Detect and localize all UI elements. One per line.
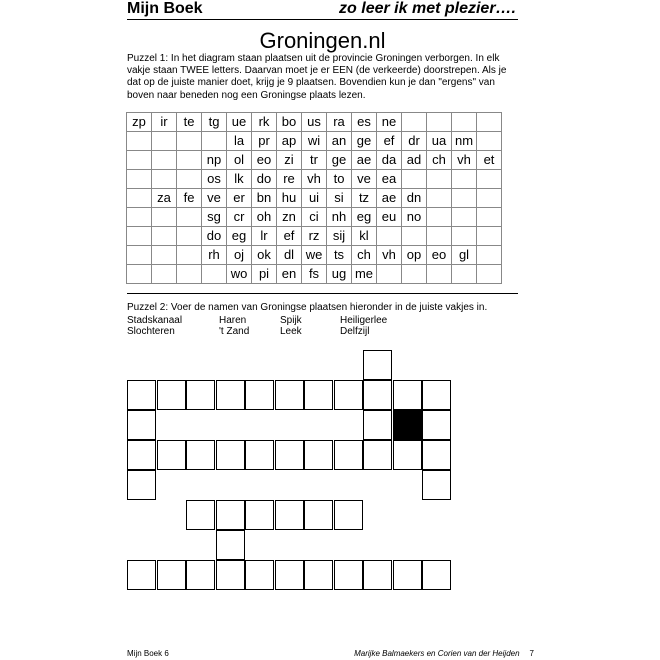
grid-cell: eo — [252, 151, 277, 170]
grid-cell — [477, 170, 502, 189]
grid-cell: dn — [402, 189, 427, 208]
crossword-cell[interactable] — [157, 560, 186, 590]
crossword-cell[interactable] — [157, 380, 186, 410]
grid-row — [127, 227, 502, 246]
grid-cell: bn — [252, 189, 277, 208]
grid-cell — [127, 151, 152, 170]
place-name: Leek — [280, 326, 302, 337]
crossword-cell[interactable] — [363, 410, 392, 440]
crossword-cell[interactable] — [186, 380, 215, 410]
crossword-cell[interactable] — [422, 470, 451, 500]
grid-cell: en — [277, 265, 302, 284]
grid-cell: kl — [352, 227, 377, 246]
grid-cell: zp — [127, 113, 152, 132]
grid-cell: ok — [252, 246, 277, 265]
place-name: Spijk — [280, 315, 302, 326]
grid-cell — [402, 265, 427, 284]
grid-cell: zn — [277, 208, 302, 227]
crossword-black-cell — [393, 410, 422, 440]
grid-cell: me — [352, 265, 377, 284]
grid-cell: da — [377, 151, 402, 170]
grid-cell: cr — [227, 208, 252, 227]
grid-cell: we — [302, 246, 327, 265]
grid-cell: os — [202, 170, 227, 189]
grid-cell: ae — [352, 151, 377, 170]
grid-cell — [177, 170, 202, 189]
grid-cell: tz — [352, 189, 377, 208]
grid-cell: ir — [152, 113, 177, 132]
crossword-cell[interactable] — [245, 500, 274, 530]
grid-cell — [452, 227, 477, 246]
grid-cell: rh — [202, 246, 227, 265]
grid-cell — [177, 246, 202, 265]
grid-cell: lk — [227, 170, 252, 189]
grid-cell — [177, 151, 202, 170]
grid-cell — [177, 265, 202, 284]
grid-cell — [202, 132, 227, 151]
grid-cell: vh — [452, 151, 477, 170]
grid-cell: oh — [252, 208, 277, 227]
grid-cell: ae — [377, 189, 402, 208]
crossword-cell[interactable] — [245, 440, 274, 470]
footer-book: Mijn Boek 6 — [127, 649, 169, 658]
crossword-cell[interactable] — [127, 440, 156, 470]
grid-cell: te — [177, 113, 202, 132]
grid-cell: dl — [277, 246, 302, 265]
crossword-cell[interactable] — [216, 560, 245, 590]
grid-cell: rk — [252, 113, 277, 132]
grid-cell — [477, 227, 502, 246]
grid-cell: re — [277, 170, 302, 189]
grid-cell: eo — [427, 246, 452, 265]
grid-cell — [127, 189, 152, 208]
crossword-cell[interactable] — [216, 500, 245, 530]
crossword-cell[interactable] — [393, 560, 422, 590]
grid-row — [127, 246, 502, 265]
grid-cell: ea — [377, 170, 402, 189]
crossword-cell[interactable] — [245, 560, 274, 590]
crossword-cell[interactable] — [363, 350, 392, 380]
grid-cell — [452, 170, 477, 189]
grid-cell — [452, 208, 477, 227]
grid-cell: ci — [302, 208, 327, 227]
grid-row — [127, 170, 502, 189]
crossword-cell[interactable] — [422, 440, 451, 470]
grid-cell: to — [327, 170, 352, 189]
crossword-cell[interactable] — [393, 380, 422, 410]
crossword-cell[interactable] — [334, 380, 363, 410]
grid-cell: vh — [302, 170, 327, 189]
grid-cell: si — [327, 189, 352, 208]
crossword-cell[interactable] — [127, 470, 156, 500]
grid-cell: hu — [277, 189, 302, 208]
grid-cell: es — [352, 113, 377, 132]
grid-cell — [427, 227, 452, 246]
grid-cell — [402, 113, 427, 132]
grid-cell: rz — [302, 227, 327, 246]
grid-cell: ch — [427, 151, 452, 170]
grid-cell: ch — [352, 246, 377, 265]
grid-cell — [427, 170, 452, 189]
grid-cell: zi — [277, 151, 302, 170]
grid-cell: ua — [427, 132, 452, 151]
crossword-cell[interactable] — [216, 440, 245, 470]
grid-cell: ge — [327, 151, 352, 170]
grid-cell: an — [327, 132, 352, 151]
grid-cell: eg — [227, 227, 252, 246]
crossword-cell[interactable] — [275, 500, 304, 530]
grid-cell: oj — [227, 246, 252, 265]
grid-cell: ef — [277, 227, 302, 246]
place-name: Stadskanaal — [127, 315, 183, 326]
grid-cell: us — [302, 113, 327, 132]
crossword-cell[interactable] — [275, 380, 304, 410]
crossword-cell[interactable] — [304, 440, 333, 470]
grid-cell — [127, 246, 152, 265]
crossword-cell[interactable] — [275, 560, 304, 590]
puzzle1-instructions: Puzzel 1: In het diagram staan plaatsen uit de provincie Groningen verborgen. In elk vakje staan TWEE letters. Daarvan moet je er EEN (de verkeerde) doorstrepen. Als je dat op de juiste manier doet, krijg je 9 plaatsen. Bovendien kun je dan "ergens" van boven naar beneden nog een Groningse plaats lezen. — [127, 53, 507, 101]
crossword-cell[interactable] — [304, 380, 333, 410]
book-title: Mijn Boek — [127, 0, 203, 17]
footer-authors-text: Marijke Balmaekers en Corien van der Heijden — [354, 649, 520, 658]
grid-cell: pi — [252, 265, 277, 284]
grid-cell — [452, 113, 477, 132]
crossword-cell[interactable] — [422, 380, 451, 410]
grid-cell — [152, 132, 177, 151]
grid-row — [127, 113, 502, 132]
grid-row — [127, 265, 502, 284]
book-slogan: zo leer ik met plezier…. — [339, 0, 516, 17]
crossword-cell[interactable] — [304, 500, 333, 530]
grid-cell: ve — [352, 170, 377, 189]
crossword-cell[interactable] — [275, 440, 304, 470]
crossword-cell[interactable] — [127, 380, 156, 410]
grid-cell: eu — [377, 208, 402, 227]
grid-cell — [152, 170, 177, 189]
crossword-cell[interactable] — [216, 530, 245, 560]
grid-cell: ef — [377, 132, 402, 151]
grid-cell: tg — [202, 113, 227, 132]
grid-cell — [427, 265, 452, 284]
crossword-cell[interactable] — [363, 440, 392, 470]
crossword-cell[interactable] — [304, 560, 333, 590]
section-divider — [127, 293, 518, 294]
grid-cell: nh — [327, 208, 352, 227]
grid-cell: op — [402, 246, 427, 265]
grid-cell: ol — [227, 151, 252, 170]
place-name: Heiligerlee — [340, 315, 388, 326]
grid-cell — [427, 113, 452, 132]
crossword-cell[interactable] — [186, 500, 215, 530]
grid-cell: ug — [327, 265, 352, 284]
grid-cell: ve — [202, 189, 227, 208]
grid-cell: ge — [352, 132, 377, 151]
grid-cell: ne — [377, 113, 402, 132]
grid-cell — [177, 208, 202, 227]
grid-cell — [152, 265, 177, 284]
crossword-cell[interactable] — [393, 440, 422, 470]
place-name: Delfzijl — [340, 326, 370, 337]
footer-authors — [354, 649, 534, 658]
crossword-cell[interactable] — [334, 560, 363, 590]
grid-cell — [402, 227, 427, 246]
crossword-cell[interactable] — [216, 380, 245, 410]
grid-cell — [177, 227, 202, 246]
grid-cell — [127, 170, 152, 189]
grid-cell — [202, 265, 227, 284]
grid-cell: do — [202, 227, 227, 246]
grid-cell: et — [477, 151, 502, 170]
grid-cell — [477, 208, 502, 227]
grid-row — [127, 189, 502, 208]
crossword-cell[interactable] — [245, 380, 274, 410]
grid-cell — [477, 246, 502, 265]
grid-cell: no — [402, 208, 427, 227]
grid-cell — [177, 132, 202, 151]
grid-cell: ap — [277, 132, 302, 151]
grid-cell — [152, 151, 177, 170]
grid-cell: vh — [377, 246, 402, 265]
grid-cell: er — [227, 189, 252, 208]
grid-row — [127, 132, 502, 151]
puzzle2-instructions: Puzzel 2: Voer de namen van Groningse plaatsen hieronder in de juiste vakjes in. — [127, 302, 488, 313]
grid-cell: np — [202, 151, 227, 170]
grid-cell — [377, 265, 402, 284]
crossword-cell[interactable] — [186, 560, 215, 590]
grid-cell: ts — [327, 246, 352, 265]
crossword-cell[interactable] — [334, 500, 363, 530]
grid-cell: eg — [352, 208, 377, 227]
grid-cell: fs — [302, 265, 327, 284]
crossword-cell[interactable] — [186, 440, 215, 470]
grid-cell — [452, 189, 477, 208]
grid-cell — [152, 227, 177, 246]
grid-row — [127, 151, 502, 170]
crossword-cell[interactable] — [127, 410, 156, 440]
grid-cell — [477, 189, 502, 208]
place-name: 't Zand — [219, 326, 250, 337]
crossword-cell[interactable] — [363, 380, 392, 410]
page-title: Groningen.nl — [259, 28, 386, 53]
grid-cell: la — [227, 132, 252, 151]
grid-cell: do — [252, 170, 277, 189]
letter-grid — [126, 112, 502, 284]
crossword-cell[interactable] — [363, 560, 392, 590]
grid-cell — [377, 227, 402, 246]
crossword-cell[interactable] — [157, 440, 186, 470]
grid-cell — [152, 246, 177, 265]
grid-cell — [427, 189, 452, 208]
grid-cell: dr — [402, 132, 427, 151]
crossword-cell[interactable] — [127, 560, 156, 590]
grid-cell: ra — [327, 113, 352, 132]
place-name: Haren — [219, 315, 247, 326]
grid-cell: fe — [177, 189, 202, 208]
grid-cell: sg — [202, 208, 227, 227]
page-number: 7 — [529, 649, 534, 658]
grid-cell — [402, 170, 427, 189]
grid-cell — [477, 132, 502, 151]
grid-cell: bo — [277, 113, 302, 132]
grid-cell: pr — [252, 132, 277, 151]
grid-cell — [477, 265, 502, 284]
grid-row — [127, 208, 502, 227]
grid-cell: wo — [227, 265, 252, 284]
grid-cell: wi — [302, 132, 327, 151]
grid-cell: gl — [452, 246, 477, 265]
crossword-cell[interactable] — [422, 410, 451, 440]
grid-cell: ue — [227, 113, 252, 132]
grid-cell: ui — [302, 189, 327, 208]
crossword-cell[interactable] — [422, 560, 451, 590]
header-divider — [127, 19, 518, 20]
grid-cell — [127, 265, 152, 284]
grid-cell: za — [152, 189, 177, 208]
crossword-cell[interactable] — [334, 440, 363, 470]
grid-cell — [427, 208, 452, 227]
grid-cell: tr — [302, 151, 327, 170]
grid-cell — [477, 113, 502, 132]
grid-cell — [127, 208, 152, 227]
grid-cell: lr — [252, 227, 277, 246]
grid-cell — [127, 227, 152, 246]
grid-cell: nm — [452, 132, 477, 151]
grid-cell — [152, 208, 177, 227]
place-name: Slochteren — [127, 326, 175, 337]
grid-cell — [127, 132, 152, 151]
grid-cell: sij — [327, 227, 352, 246]
grid-cell: ad — [402, 151, 427, 170]
grid-cell — [452, 265, 477, 284]
